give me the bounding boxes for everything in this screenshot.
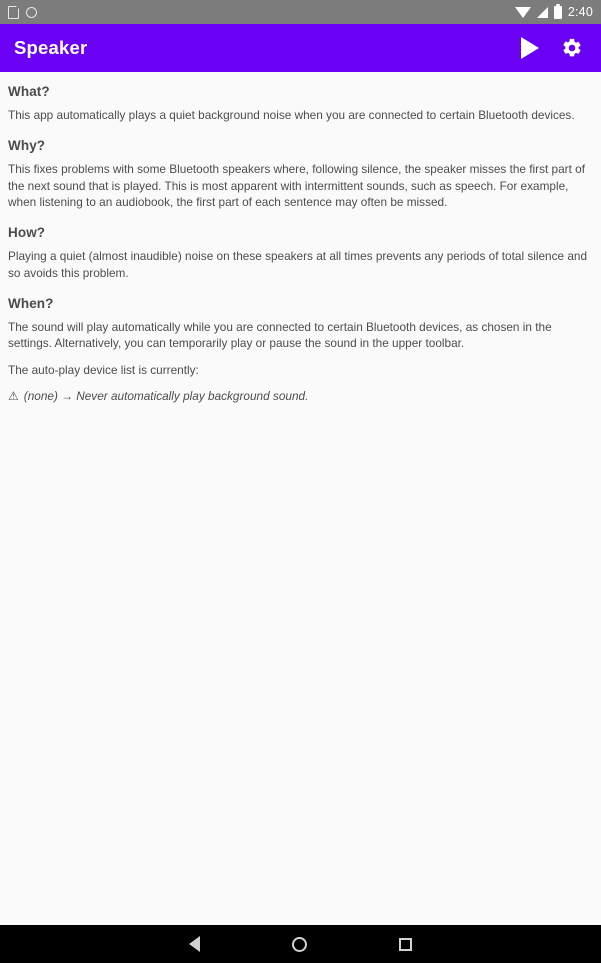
device-list-value: (none) → Never automatically play background sound. — [23, 388, 309, 403]
play-icon[interactable] — [521, 37, 539, 59]
status-bar-right — [515, 5, 593, 19]
section-body-how: Playing a quiet (almost inaudible) noise on these speakers at all times prevents any periods of total silence and so avoids this problem. — [8, 249, 588, 280]
device-list-status[interactable] — [8, 389, 593, 403]
status-bar-left — [8, 6, 37, 19]
recents-icon[interactable] — [399, 938, 412, 951]
battery-icon — [554, 6, 562, 19]
home-icon[interactable] — [292, 937, 307, 952]
app-title: Speaker — [14, 37, 88, 58]
section-heading-what: What? — [8, 84, 50, 99]
signal-icon — [537, 7, 548, 18]
app-bar-actions — [521, 37, 587, 59]
device-list-intro: The auto-play device list is currently: — [8, 363, 199, 377]
section-heading-how: How? — [8, 225, 46, 240]
warning-icon: ⚠ — [8, 388, 19, 403]
section-body-when: The sound will play automatically while you are connected to certain Bluetooth devices, as chosen in the settings. Alternatively, you can temporarily play or pause the sound in the upper toolbar. — [8, 319, 552, 351]
back-icon[interactable] — [189, 936, 200, 952]
gear-icon[interactable] — [561, 37, 583, 59]
status-bar-clock: 2:40 — [567, 5, 593, 19]
main-content — [0, 72, 601, 925]
circle-icon — [26, 7, 37, 18]
navigation-bar — [0, 925, 601, 963]
section-heading-when: When? — [8, 295, 54, 311]
wifi-icon — [515, 7, 531, 18]
sim-card-icon — [8, 6, 19, 19]
status-bar — [0, 0, 601, 24]
section-body-why: This fixes problems with some Bluetooth speakers where, following silence, the speaker misses the first part of the next sound that is played. This is most apparent with intermittent sounds, such as speech. For example, when listening to an audiobook, the first part of each sentence may often be missed. — [8, 161, 585, 210]
section-body-what: This app automatically plays a quiet background noise when you are connected to certain Bluetooth devices. — [8, 108, 575, 122]
section-heading-why: Why? — [8, 137, 46, 153]
app-bar — [0, 24, 601, 72]
